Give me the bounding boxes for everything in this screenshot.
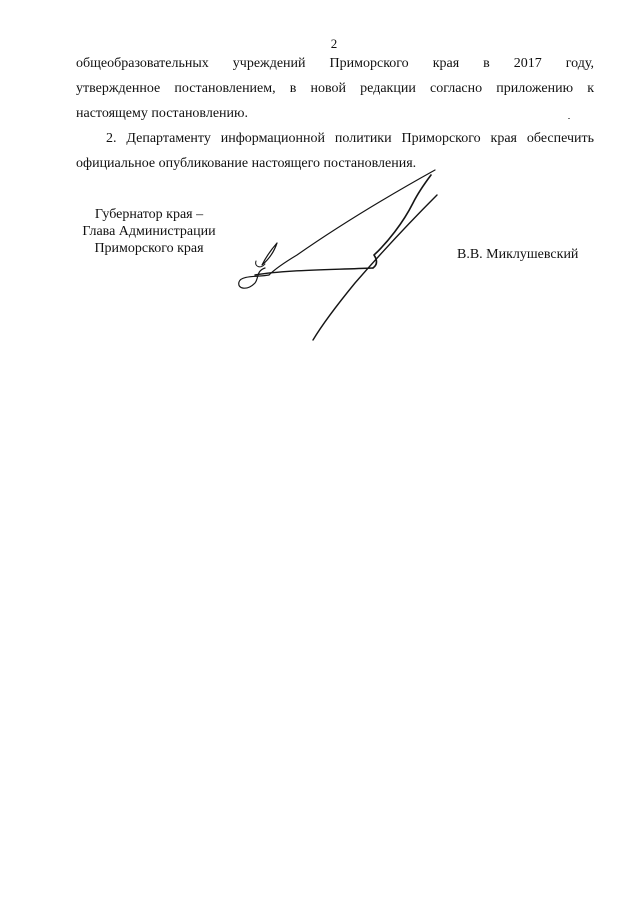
signatory-title-line-1: Губернатор края – (94, 207, 204, 222)
word: году, (565, 56, 594, 71)
paragraph-1-line-3: настоящему постановлению. (76, 106, 248, 121)
paragraph-2-line-2: официальное опубликование настоящего постановления. (76, 156, 417, 171)
word: общеобразовательных (76, 56, 209, 71)
paragraph-2-line-1: 2. Департаменту информационной политики Приморского края обеспечить (106, 131, 594, 146)
document-body (76, 51, 594, 176)
signatory-title-line-2: Глава Администрации (82, 224, 216, 239)
word: края (432, 56, 460, 71)
signatory-title (76, 206, 222, 257)
paragraph-1-line-2: утвержденное постановлением, в новой редакции согласно приложению к (76, 81, 594, 96)
signer-name: В.В. Миклушевский (457, 247, 579, 262)
paragraph-1-line-1 (76, 51, 594, 76)
word: 2017 (513, 56, 542, 71)
handwritten-signature-icon (225, 165, 475, 350)
word: в (483, 56, 490, 71)
word: учреждений Приморского (232, 56, 409, 71)
page-number: 2 (330, 36, 338, 51)
signatory-title-line-3: Приморского края (94, 241, 204, 256)
scan-speck (568, 118, 570, 119)
